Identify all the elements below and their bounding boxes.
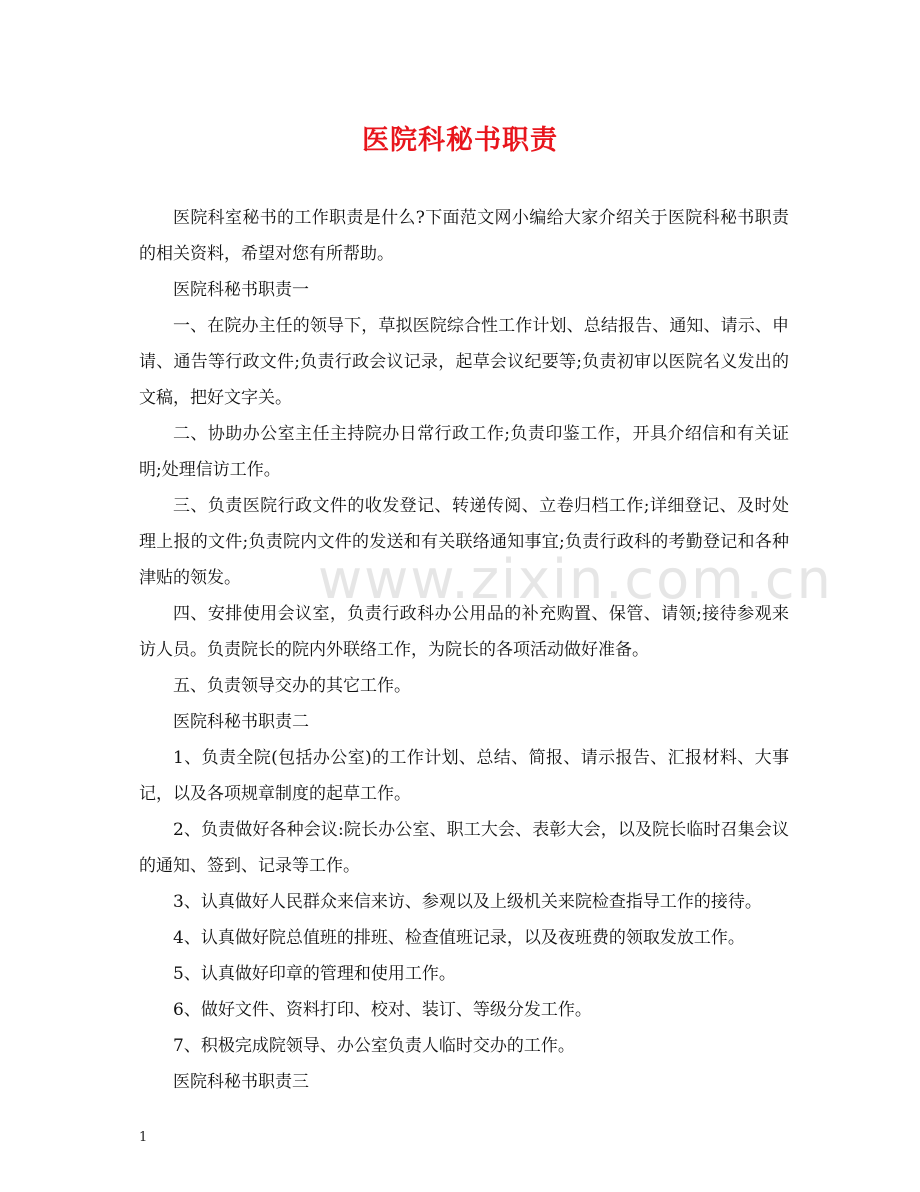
- paragraph: 五、负责领导交办的其它工作。: [173, 676, 411, 696]
- paragraph: 四、安排使用会议室，负责行政科办公用品的补充购置、保管、请领;接待参观来访人员。负责院长的院内外联络工作，为院长的各项活动做好准备。: [139, 604, 789, 660]
- paragraph: 一、在院办主任的领导下，草拟医院综合性工作计划、总结报告、通知、请示、申请、通告等行政文件;负责行政会议记录，起草会议纪要等;负责初审以医院名义发出的文稿，把好文字关。: [139, 316, 789, 408]
- paragraph: 二、协助办公室主任主持院办日常行政工作;负责印鉴工作，开具介绍信和有关证明;处理信访工作。: [139, 424, 789, 480]
- watermark: www.zixin.com.cn: [318, 548, 833, 611]
- section-heading-1: 医院科秘书职责一: [173, 280, 309, 300]
- paragraph: 1、负责全院(包括办公室)的工作计划、总结、简报、请示报告、汇报材料、大事记，以及各项规章制度的起草工作。: [139, 748, 789, 804]
- document-body: [139, 200, 789, 1100]
- paragraph: 6、做好文件、资料打印、校对、装订、等级分发工作。: [173, 1000, 592, 1020]
- intro-paragraph: 医院科室秘书的工作职责是什么?下面范文网小编给大家介绍关于医院科秘书职责的相关资料，希望对您有所帮助。: [139, 208, 789, 264]
- document-title: 医院科秘书职责: [362, 125, 558, 156]
- paragraph: 7、积极完成院领导、办公室负责人临时交办的工作。: [173, 1036, 575, 1056]
- paragraph: 三、负责医院行政文件的收发登记、转递传阅、立卷归档工作;详细登记、及时处理上报的文件;负责院内文件的发送和有关联络通知事宜;负责行政科的考勤登记和各种津贴的领发。: [139, 496, 789, 588]
- section-heading-2: 医院科秘书职责二: [173, 712, 309, 732]
- paragraph: 4、认真做好院总值班的排班、检查值班记录，以及夜班费的领取发放工作。: [173, 928, 745, 948]
- page-number: 1: [139, 1130, 148, 1145]
- paragraph: 2、负责做好各种会议:院长办公室、职工大会、表彰大会，以及院长临时召集会议的通知、签到、记录等工作。: [139, 820, 789, 876]
- paragraph: 3、认真做好人民群众来信来访、参观以及上级机关来院检查指导工作的接待。: [173, 892, 762, 912]
- paragraph: 5、认真做好印章的管理和使用工作。: [173, 964, 456, 984]
- section-heading-3: 医院科秘书职责三: [173, 1072, 309, 1092]
